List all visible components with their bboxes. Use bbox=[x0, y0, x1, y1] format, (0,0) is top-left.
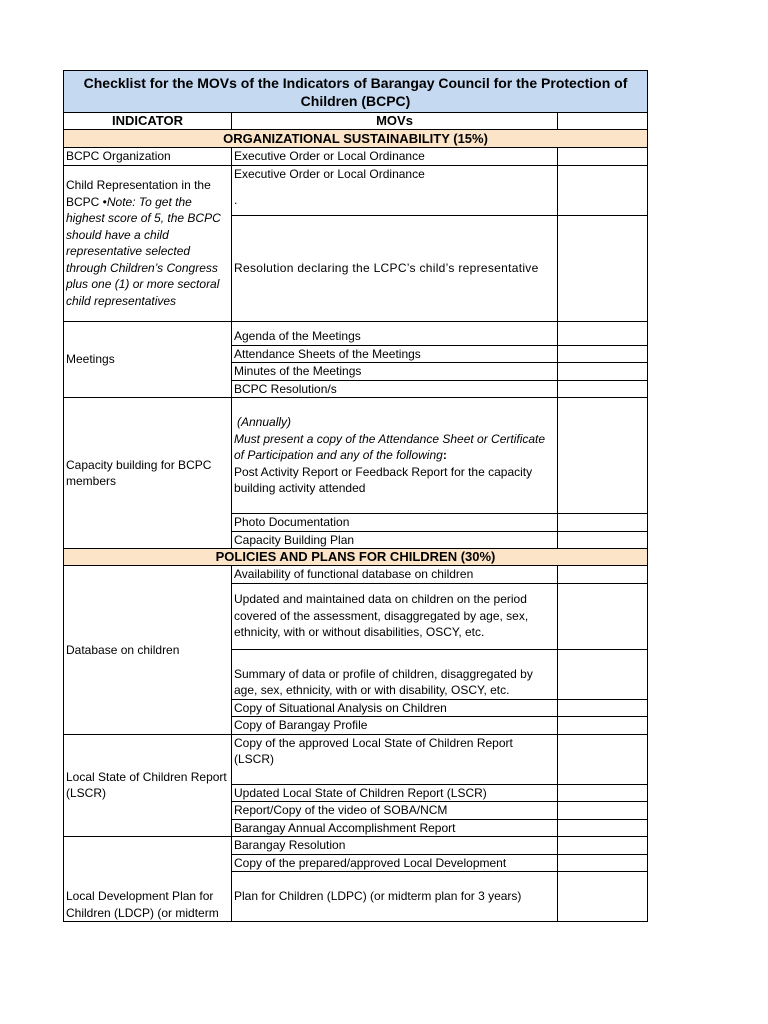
score-cell bbox=[558, 717, 648, 735]
score-cell bbox=[558, 566, 648, 584]
mov-updated-lscr: Updated Local State of Children Report (LSCR) bbox=[232, 784, 558, 802]
section-policies-and-plans: POLICIES AND PLANS FOR CHILDREN (30%) bbox=[64, 549, 648, 566]
mov-child-rep-order bbox=[232, 165, 558, 215]
movs-column-header: MOVs bbox=[232, 113, 558, 130]
mov-soba-video: Report/Copy of the video of SOBA/NCM bbox=[232, 802, 558, 820]
checklist-table bbox=[63, 70, 648, 922]
mov-child-rep-resolution: Resolution declaring the LCPC’s child’s representative bbox=[232, 215, 558, 321]
mov-annual-accomplishment: Barangay Annual Accomplishment Report bbox=[232, 819, 558, 837]
score-cell bbox=[558, 784, 648, 802]
mov-child-rep-dot: . bbox=[234, 193, 238, 207]
mov-updated-data: Updated and maintained data on children on the period covered of the assessment, disaggregated by age, sex, ethnicity, with or without disabilities, OSCY, etc. bbox=[232, 583, 558, 649]
mov-must-present: Must present a copy of the Attendance Sheet or Certificate of Participation and any of the following bbox=[234, 431, 546, 463]
mov-post-activity-report: Post Activity Report or Feedback Report for the capacity building activity attended bbox=[234, 464, 533, 496]
mov-executive-order: Executive Order or Local Ordinance bbox=[232, 148, 558, 166]
score-cell bbox=[558, 872, 648, 922]
indicator-lscr: Local State of Children Report (LSCR) bbox=[64, 734, 232, 837]
score-cell bbox=[558, 215, 648, 321]
mov-functional-database: Availability of functional database on children bbox=[232, 566, 558, 584]
mov-summary-of-data: Summary of data or profile of children, disaggregated by age, sex, ethnicity, with or with disability, OSCY, etc. bbox=[232, 649, 558, 699]
mov-capacity-attendance bbox=[232, 398, 558, 514]
child-rep-label: Child Representation in the BCPC • bbox=[66, 178, 211, 209]
score-cell bbox=[558, 380, 648, 398]
mov-barangay-resolution: Barangay Resolution bbox=[232, 837, 558, 855]
mov-annually: (Annually) bbox=[237, 415, 292, 430]
score-cell bbox=[558, 699, 648, 717]
mov-photo-documentation: Photo Documentation bbox=[232, 514, 558, 532]
mov-barangay-profile: Copy of Barangay Profile bbox=[232, 717, 558, 735]
sheet-title: Checklist for the MOVs of the Indicators of Barangay Council for the Protection of Children (BCPC) bbox=[64, 71, 648, 113]
score-cell bbox=[558, 398, 648, 514]
score-cell bbox=[558, 363, 648, 381]
indicator-child-representation bbox=[64, 165, 232, 321]
mov-ldpc-plan: Plan for Children (LDPC) (or midterm plan for 3 years) bbox=[232, 872, 558, 922]
indicator-ldpc: Local Development Plan for Children (LDCP) (or midterm bbox=[64, 837, 232, 922]
score-cell bbox=[558, 148, 648, 166]
child-rep-note: Note: To get the highest score of 5, the BCPC should have a child representative selected through Children’s Congress plus one (1) or more sectoral child representatives bbox=[66, 194, 221, 308]
score-cell bbox=[558, 583, 648, 649]
score-cell bbox=[558, 321, 648, 345]
indicator-column-header: INDICATOR bbox=[64, 113, 232, 130]
mov-approved-lscr: Copy of the approved Local State of Children Report (LSCR) bbox=[232, 734, 558, 784]
score-cell bbox=[558, 837, 648, 855]
score-cell bbox=[558, 165, 648, 215]
score-cell bbox=[558, 345, 648, 363]
indicator-database-on-children: Database on children bbox=[64, 566, 232, 735]
score-cell bbox=[558, 854, 648, 872]
section-organizational-sustainability: ORGANIZATIONAL SUSTAINABILITY (15%) bbox=[64, 130, 648, 148]
mov-attendance-sheets: Attendance Sheets of the Meetings bbox=[232, 345, 558, 363]
mov-capacity-building-plan: Capacity Building Plan bbox=[232, 531, 558, 549]
score-cell bbox=[558, 649, 648, 699]
score-column-header bbox=[558, 113, 648, 130]
indicator-meetings: Meetings bbox=[64, 321, 232, 398]
score-cell bbox=[558, 734, 648, 784]
mov-local-development: Copy of the prepared/approved Local Development bbox=[232, 854, 558, 872]
indicator-capacity-building: Capacity building for BCPC members bbox=[64, 398, 232, 549]
mov-child-rep-order-text: Executive Order or Local Ordinance bbox=[234, 166, 425, 181]
score-cell bbox=[558, 531, 648, 549]
score-cell bbox=[558, 802, 648, 820]
score-cell bbox=[558, 514, 648, 532]
mov-situational-analysis: Copy of Situational Analysis on Children bbox=[232, 699, 558, 717]
mov-minutes: Minutes of the Meetings bbox=[232, 363, 558, 381]
score-cell bbox=[558, 819, 648, 837]
mov-colon: : bbox=[442, 448, 447, 463]
indicator-bcpc-organization: BCPC Organization bbox=[64, 148, 232, 166]
mov-agenda: Agenda of the Meetings bbox=[232, 321, 558, 345]
mov-bcpc-resolution: BCPC Resolution/s bbox=[232, 380, 558, 398]
